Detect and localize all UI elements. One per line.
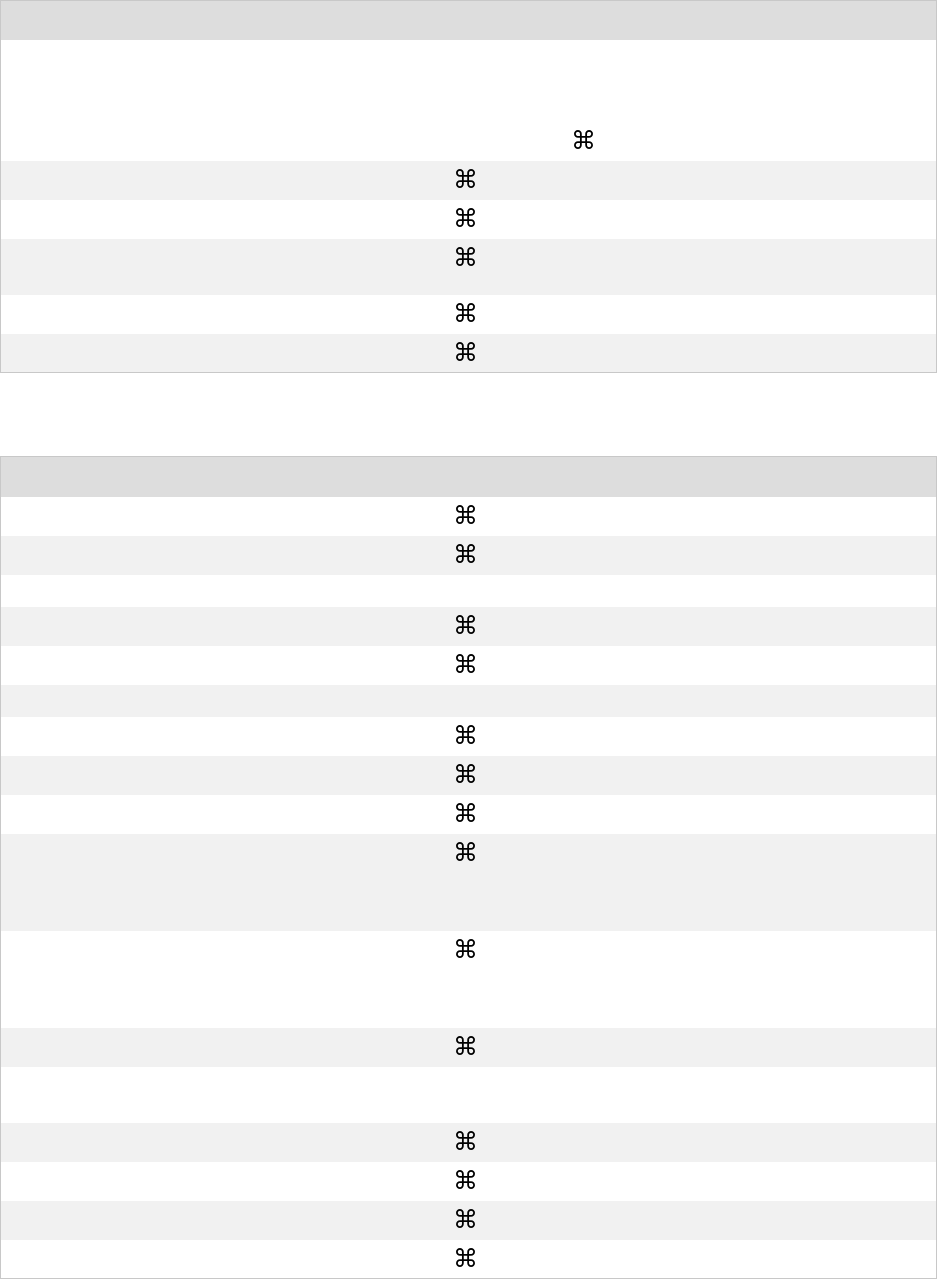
command-key-icon: ⌘ <box>453 838 478 867</box>
command-key-icon: ⌘ <box>453 935 478 964</box>
table-row <box>1 756 936 795</box>
command-key-icon: ⌘ <box>453 165 478 194</box>
table-row <box>1 1123 936 1162</box>
table-row <box>1 646 936 685</box>
table-row <box>1 334 936 372</box>
command-key-icon: ⌘ <box>453 650 478 679</box>
command-key-icon: ⌘ <box>453 501 478 530</box>
command-key-icon: ⌘ <box>453 721 478 750</box>
command-key-icon: ⌘ <box>453 760 478 789</box>
command-key-icon: ⌘ <box>453 1127 478 1156</box>
table-row <box>1 607 936 646</box>
command-key-icon: ⌘ <box>453 1166 478 1195</box>
table-row <box>1 1028 936 1067</box>
command-key-icon: ⌘ <box>571 126 596 155</box>
command-key-icon: ⌘ <box>453 338 478 367</box>
command-key-icon: ⌘ <box>453 1032 478 1061</box>
table-row <box>1 717 936 756</box>
command-key-icon: ⌘ <box>453 540 478 569</box>
table-row <box>1 795 936 834</box>
table-row <box>1 200 936 239</box>
command-key-icon: ⌘ <box>453 611 478 640</box>
table-row <box>1 834 936 931</box>
command-key-icon: ⌘ <box>453 799 478 828</box>
command-key-icon: ⌘ <box>453 299 478 328</box>
shortcut-table-2 <box>0 456 937 1279</box>
table-row <box>1 1162 936 1201</box>
table-row <box>1 1201 936 1240</box>
command-key-icon: ⌘ <box>453 243 478 272</box>
table-row <box>1 497 936 536</box>
table-row <box>1 685 936 717</box>
table-row <box>1 295 936 334</box>
table-row <box>1 1240 936 1278</box>
command-key-icon: ⌘ <box>453 1205 478 1234</box>
command-key-icon: ⌘ <box>453 204 478 233</box>
table-row <box>1 931 936 1028</box>
table-row <box>1 575 936 607</box>
table-header <box>1 1 936 40</box>
table-row <box>1 1067 936 1123</box>
table-row <box>1 40 936 161</box>
command-key-icon: ⌘ <box>453 1244 478 1273</box>
table-row <box>1 239 936 295</box>
table-header <box>1 457 936 497</box>
table-row <box>1 536 936 575</box>
shortcut-table-1 <box>0 0 937 373</box>
table-row <box>1 161 936 200</box>
